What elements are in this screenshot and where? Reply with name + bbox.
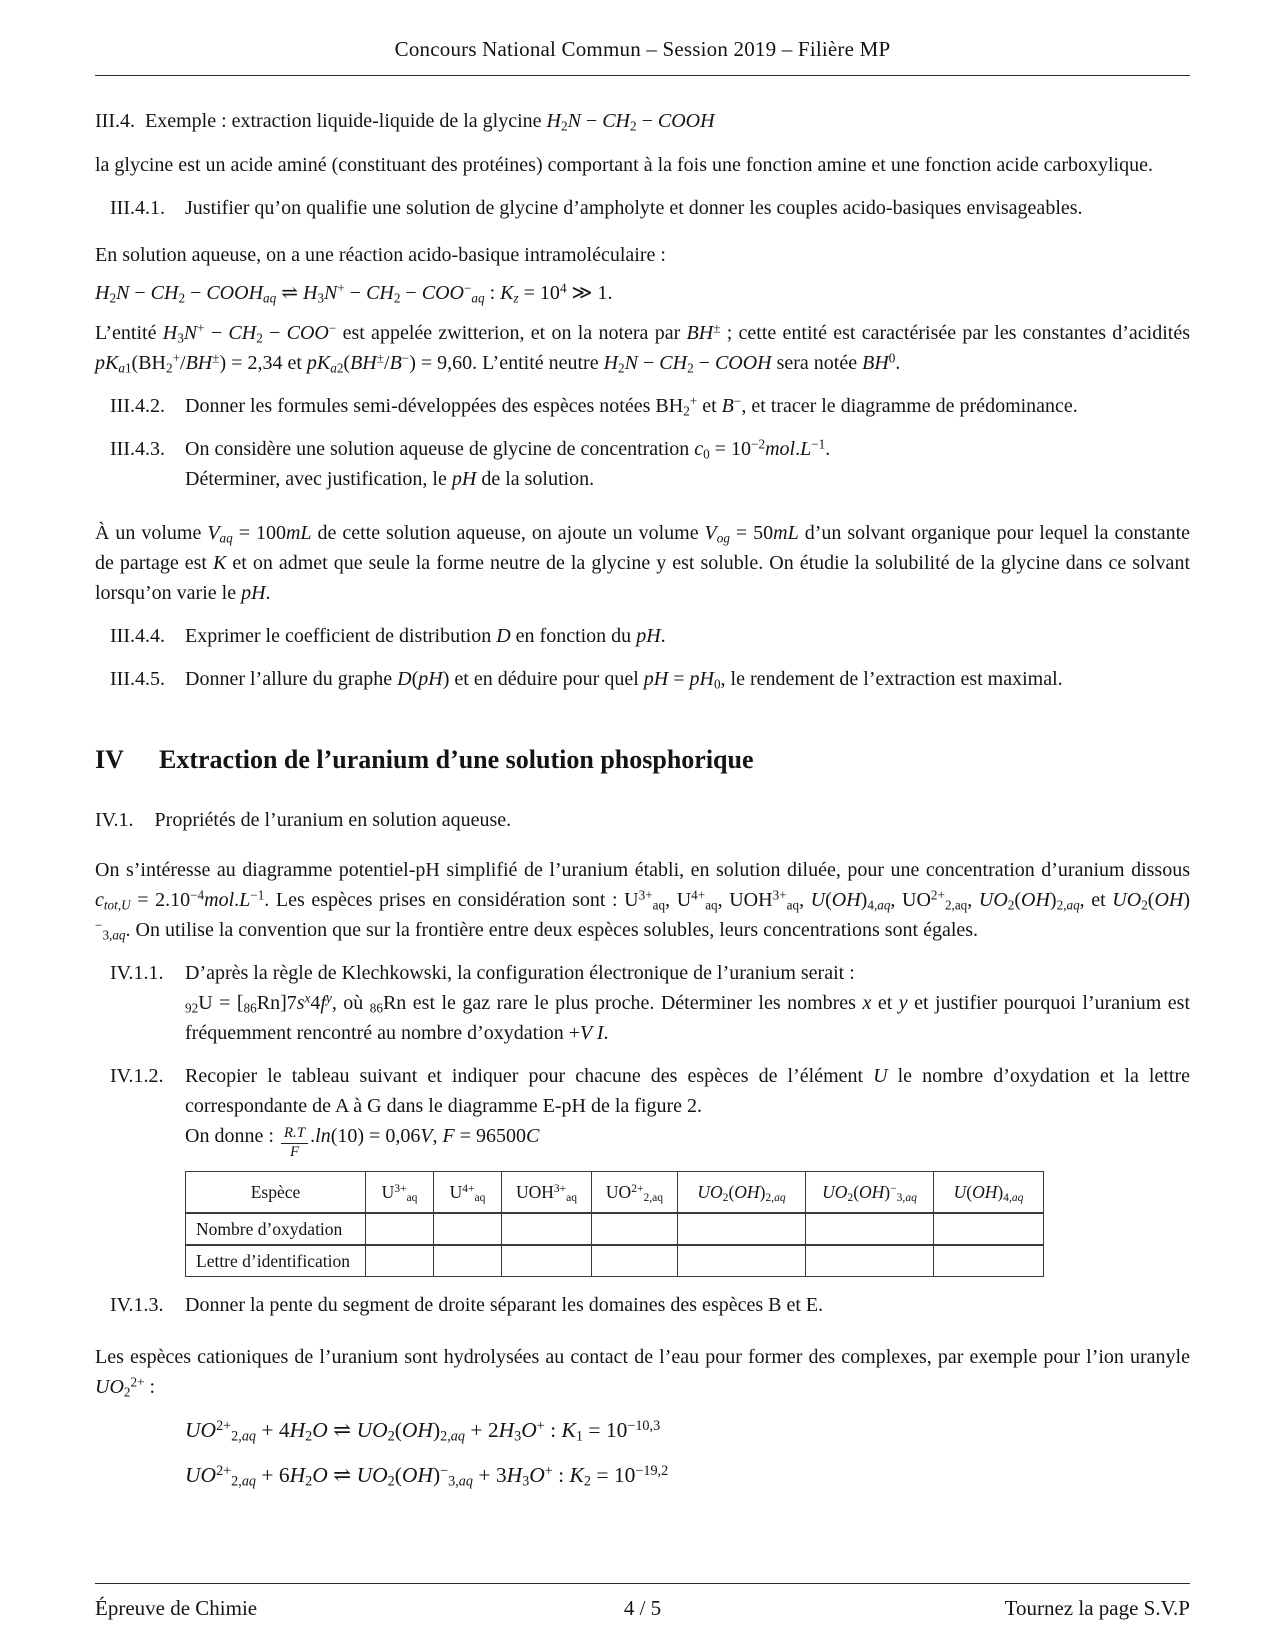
given-suffix: .ln(10) = 0,06V, F = 96500C xyxy=(310,1124,540,1147)
heading-III-4-title: Exemple : extraction liquide-liquide de la glycine $H_2N - CH_2$ − COOH xyxy=(144,109,715,133)
page-header xyxy=(95,34,1190,76)
heading-IV-1-text: Propriétés de l’uranium en solution aqueuse. xyxy=(154,808,512,831)
heading-section-IV-title: Extraction de l’uranium d’une solution phosphorique xyxy=(159,744,754,774)
question-III-4-1 xyxy=(95,193,1190,223)
footer-page-number: 4 / 5 xyxy=(623,1595,662,1620)
paragraph-cationiques: Les espèces cationiques de l’uranium sont hydrolysées au contact de l’eau pour former des complexes, par exemple pour l’ion uranyle $UO_2^{2+}$ : xyxy=(95,1346,1190,1400)
empty-cell xyxy=(434,1245,502,1277)
species-table xyxy=(185,1171,1044,1278)
paragraph-glycine-intro: la glycine est un acide aminé (constituant des protéines) comportant à la fois une fonction amine et une fonction acide carboxylique. xyxy=(95,153,1153,176)
question-IV-1-1-label: IV.1.1. xyxy=(110,961,164,984)
species-cell-UO2OH2: $UO_2(OH)_{2,aq}$ xyxy=(678,1171,806,1213)
species-cell-UOH4: $U(OH)_{4,aq}$ xyxy=(934,1171,1044,1213)
species-cell-UO2OH3: $UO_2(OH)^-_{3,aq}$ xyxy=(806,1171,934,1213)
species-cell-U3: $U^{3+}_{aq}$ xyxy=(366,1171,434,1213)
question-III-4-2 xyxy=(95,391,1190,421)
species-cell-UO2: $UO^{2+}_{2,aq}$ xyxy=(592,1171,678,1213)
empty-cell xyxy=(502,1245,592,1277)
empty-cell xyxy=(592,1213,678,1245)
species-table-header-espece: Espèce xyxy=(186,1171,366,1213)
equation-K2: $UO^{2+}_{2,aq} + 6H_2O$ ⇌ $UO_2(OH)^-_{3,aq} + 3H_3O^+$ : $K_2 = 10^{-19,2}$ xyxy=(185,1462,669,1490)
question-III-4-5-label: III.4.5. xyxy=(110,667,165,690)
empty-cell xyxy=(806,1213,934,1245)
row-lettre-identification xyxy=(186,1245,1044,1277)
footer-rule xyxy=(95,1583,1190,1584)
fraction-numerator: R.T xyxy=(281,1125,308,1143)
question-III-4-2-label: III.4.2. xyxy=(110,394,165,417)
empty-cell xyxy=(366,1245,434,1277)
question-IV-1-1 xyxy=(95,958,1190,1048)
species-cell-U4: $U^{4+}_{aq}$ xyxy=(434,1171,502,1213)
heading-IV-1 xyxy=(95,805,1190,835)
empty-cell xyxy=(678,1245,806,1277)
question-III-4-4-text: Exprimer le coefficient de distribution D en fonction du pH. xyxy=(185,624,666,647)
question-IV-1-3-label: IV.1.3. xyxy=(110,1294,164,1317)
fraction-RT-over-F xyxy=(281,1125,308,1161)
given-prefix: On donne : xyxy=(185,1124,279,1147)
footer-turn-page: Tournez la page S.V.P xyxy=(1004,1595,1190,1620)
fraction-denominator: F xyxy=(289,1143,300,1160)
footer-subject: Épreuve de Chimie xyxy=(95,1595,258,1620)
question-III-4-3-label: III.4.3. xyxy=(110,437,165,460)
row-label-nombre-oxydation: Nombre d’oxydation xyxy=(186,1213,366,1245)
question-III-4-5-text: Donner l’allure du graphe D(pH) et en déduire pour quel pH = $pH_0$, le rendement de l’extraction est maximal. xyxy=(185,667,1063,691)
question-IV-1-2-text: Recopier le tableau suivant et indiquer pour chacune des espèces de l’élément U le nombre d’oxydation et la lettre correspondante de A à G dans le diagramme E-pH de la figure 2. xyxy=(185,1064,1190,1117)
paragraph-uranium: On s’intéresse au diagramme potentiel-pH simplifié de l’uranium établi, en solution diluée, pour une concentration d’uranium dissous $c_{tot,U} = 2.10^{-4}mol.L^{-1}$. Les espèces prises en considération sont : $U^{3+}_{aq}$, $U^{4+}_{aq}$, $UOH^{3+}_{aq}$, $U(OH)_{4,aq}$, $UO^{2+}_{2,aq}$, $UO_2(OH)_{2,aq}$, et $UO_2(OH)^-_{3,aq}$. On utilise la convention que sur la frontière entre deux espèces solubles, leurs concentrations sont égales. xyxy=(95,858,1191,942)
empty-cell xyxy=(934,1245,1044,1277)
question-III-4-1-text: Justifier qu’on qualifie une solution de glycine d’ampholyte et donner les couples acido-basiques envisageables. xyxy=(185,196,1083,219)
question-IV-1-1-line2: $_{92}U = [_{86}Rn]7s^x4f^y$, où $_{86}$Rn est le gaz rare le plus proche. Déterminer les nombres x et y et justifier pourquoi l’uranium est fréquemment rencontré au nombre d’oxydation +V I. xyxy=(185,989,1190,1044)
empty-cell xyxy=(806,1245,934,1277)
question-III-4-5 xyxy=(95,664,1190,694)
heading-IV-1-label: IV.1. xyxy=(95,808,134,831)
page-footer xyxy=(95,1574,1190,1625)
question-III-4-3-line2: Déterminer, avec justification, le pH de la solution. xyxy=(185,467,595,490)
given-line xyxy=(185,1121,1190,1161)
heading-III-4 xyxy=(95,106,1190,136)
question-III-4-2-text: Donner les formules semi-développées des espèces notées $BH_2^+$ et B−, et tracer le diagramme de prédominance. xyxy=(185,392,1078,418)
question-IV-1-3 xyxy=(95,1290,1190,1320)
equation-zwitterion: $H_2N - CH_2$ − $COOH_{aq}$ ⇌ $H_3N^+ - CH_2 - COO^-_{aq}$ : $K_z = 10^4$ ≫ 1. xyxy=(95,279,613,305)
question-IV-1-1-line1: D’après la règle de Klechkowski, la configuration électronique de l’uranium serait : xyxy=(185,961,855,984)
heading-section-IV-number: IV xyxy=(95,744,124,774)
question-IV-1-2-label: IV.1.2. xyxy=(110,1064,164,1087)
species-cell-UOH: $UOH^{3+}_{aq}$ xyxy=(502,1171,592,1213)
question-III-4-4-label: III.4.4. xyxy=(110,624,165,647)
header-title: Concours National Commun – Session 2019 – Filière MP xyxy=(394,37,891,61)
paragraph-entite: L’entité $H_3N^+ - CH_2 - COO^-$ est appelée zwitterion, et on la notera par BH± ; cette entité est caractérisée par les constantes d’acidités $pK_{a1}(BH_2^+/BH^\pm) = 2,34$ et $pK_{a2}(BH^\pm/B^-) = 9,60$. L’entité neutre $H_2N - CH_2$ − COOH sera notée $BH^0$. xyxy=(95,319,1191,375)
species-table-header-row xyxy=(186,1171,1044,1213)
empty-cell xyxy=(934,1213,1044,1245)
question-III-4-4 xyxy=(95,621,1190,651)
header-rule xyxy=(95,75,1190,76)
paragraph-solution-aqueuse: En solution aqueuse, on a une réaction acido-basique intramoléculaire : xyxy=(95,243,666,266)
empty-cell xyxy=(366,1213,434,1245)
question-III-4-3-line1: On considère une solution aqueuse de glycine de concentration $c_0 = 10^{-2}mol.L^{-1}$. xyxy=(185,435,831,461)
empty-cell xyxy=(434,1213,502,1245)
paragraph-volume: À un volume $V_{aq} = 100mL$ de cette solution aqueuse, on ajoute un volume $V_{og} = 50mL$ d’un solvant organique pour lequel la constante de partage est K et on admet que seule la forme neutre de la glycine y est soluble. On étudie la solubilité de la glycine dans ce solvant lorsqu’on varie le pH. xyxy=(95,521,1191,604)
question-III-4-3 xyxy=(95,434,1190,494)
row-label-lettre-identification: Lettre d’identification xyxy=(186,1245,366,1277)
heading-III-4-label: III.4. xyxy=(95,109,135,132)
question-IV-1-2 xyxy=(95,1061,1190,1278)
empty-cell xyxy=(502,1213,592,1245)
empty-cell xyxy=(592,1245,678,1277)
question-III-4-1-label: III.4.1. xyxy=(110,196,165,219)
equation-K1: $UO^{2+}_{2,aq} + 4H_2O$ ⇌ $UO_2(OH)_{2,aq} + 2H_3O^+$ : $K_1 = 10^{-10,3}$ xyxy=(185,1418,661,1445)
question-IV-1-3-text: Donner la pente du segment de droite séparant les domaines des espèces B et E. xyxy=(185,1294,824,1317)
empty-cell xyxy=(678,1213,806,1245)
heading-section-IV xyxy=(95,740,1190,779)
row-nombre-oxydation xyxy=(186,1213,1044,1245)
